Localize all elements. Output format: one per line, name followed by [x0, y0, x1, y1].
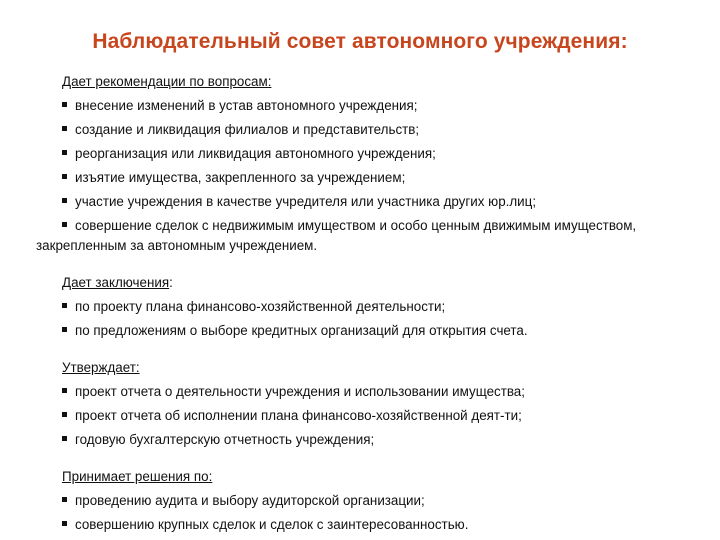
- list-item: совершению крупных сделок и сделок с заинтересованностью.: [36, 515, 676, 535]
- bullet-icon: [62, 436, 67, 441]
- list-item: по проекту плана финансово-хозяйственной деятельности;: [36, 297, 676, 317]
- bullet-icon: [62, 388, 67, 393]
- bullet-icon: [62, 150, 67, 155]
- bullet-icon: [62, 102, 67, 107]
- list-item: совершение сделок с недвижимым имуществом и особо ценным движимым имуществом, закрепленным за автономным учреждением.: [36, 218, 637, 253]
- section-heading-recommendations: Дает рекомендации по вопросам:: [62, 74, 272, 89]
- bullet-icon: [62, 327, 67, 332]
- bullet-icon: [62, 174, 67, 179]
- section-heading-approves: Утверждает:: [62, 360, 140, 375]
- bullet-icon: [62, 198, 67, 203]
- list-item: проект отчета о деятельности учреждения и использовании имущества;: [36, 382, 676, 402]
- bullet-icon: [62, 126, 67, 131]
- list-item: реорганизация или ликвидация автономного учреждения;: [36, 144, 676, 164]
- list-item: изъятие имущества, закрепленного за учреждением;: [36, 168, 676, 188]
- bullet-icon: [62, 222, 67, 227]
- slide-content: [36, 72, 676, 535]
- section-heading-conclusions: Дает заключения:: [62, 275, 173, 290]
- list-item: участие учреждения в качестве учредителя или участника других юр.лиц;: [36, 192, 676, 212]
- list-item: создание и ликвидация филиалов и представительств;: [36, 120, 676, 140]
- bullet-icon: [62, 303, 67, 308]
- bullet-icon: [62, 521, 67, 526]
- slide-title: Наблюдательный совет автономного учреждения:: [92, 30, 628, 53]
- list-item: проект отчета об исполнении плана финансово-хозяйственной деят-ти;: [36, 406, 676, 426]
- list-item: внесение изменений в устав автономного учреждения;: [36, 96, 676, 116]
- list-item: по предложениям о выборе кредитных организаций для открытия счета.: [36, 321, 676, 341]
- bullet-icon: [62, 412, 67, 417]
- section-heading-decisions: Принимает решения по:: [62, 469, 213, 484]
- list-item: годовую бухгалтерскую отчетность учреждения;: [36, 430, 676, 450]
- bullet-icon: [62, 497, 67, 502]
- list-item: проведению аудита и выбору аудиторской организации;: [36, 491, 676, 511]
